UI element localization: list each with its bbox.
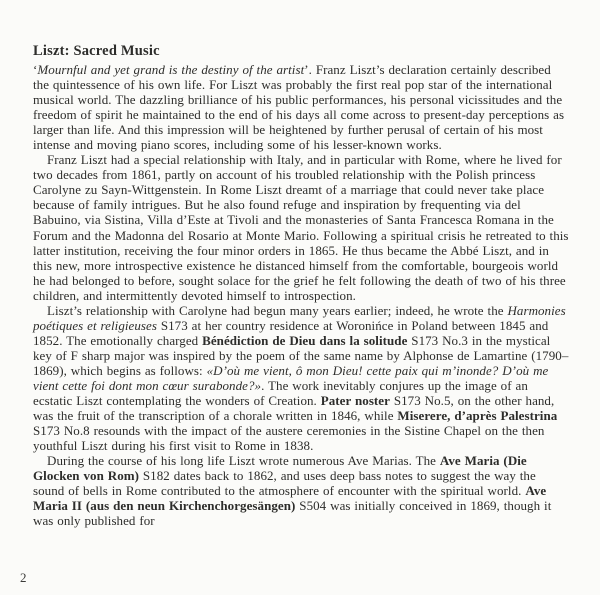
- text-run: Franz Liszt had a special relationship with Italy, and in particular with Rome, where he lived for two decades from 1861, partly on account of his troubled relationship with the Polish princess Carolyne zu Sayn-Wittgenstein. In Rome Liszt dreamt of a marriage that could never take place because of family intrigues. But he also found refuge and inspiration by frequenting via del Babuino, via Sistina, Villa d’Este at Tivoli and the monasteries of Santa Francesca Romana in the Forum and the Madonna del Rosario at Monte Mario. Following a spiritual crisis he retreated to this latter institution, receiving the four minor orders in 1865. He thus became the Abbé Liszt, and in this new, more introspective existence he distanced himself from the comfortable, bourgeois world he had belonged to before, sought solace for the grief he felt following the death of two of his three children, and intermittently devoted himself to introspection.: [33, 152, 569, 303]
- paragraph: [33, 453, 570, 528]
- text-run: S504 was initially conceived in 1869, though it was only published for: [33, 498, 552, 529]
- text-run: S173 No.8 resounds with the impact of the austere ceremonies in the Sistine Chapel on the then youthful Liszt during his first visit to Rome in 1838.: [33, 423, 545, 454]
- text-run: S173 at her country residence at Woronińce in Poland between 1845 and 1852. The emotionally charged: [33, 317, 549, 348]
- text-run: S173 No.5, on the other hand, was the fruit of the transcription of a chorale written in 1846, while: [33, 393, 555, 424]
- bold-run: Ave Maria (Die Glocken von Rom): [33, 453, 527, 484]
- bold-run: Miserere, d’après Palestrina: [397, 408, 558, 424]
- paragraph: [33, 303, 570, 453]
- bold-run: Ave Maria II (aus den neun Kirchenchorgesängen): [33, 483, 547, 514]
- paragraph: [33, 62, 570, 152]
- italic-run: «D’où me vient, ô mon Dieu! cette paix qui m’inonde? D’où me vient cette foi dont mon cœur surabonde?»: [33, 362, 549, 393]
- page-number: 2: [20, 570, 27, 585]
- text-run: During the course of his long life Liszt wrote numerous Ave Marias. The: [47, 453, 440, 469]
- text-run: . The work inevitably conjures up the image of an ecstatic Liszt contemplating the wonders of Creation.: [33, 377, 528, 409]
- text-run: S173 No.3 in the mystical key of F sharp major was inspired by the poem of the same name by Alphonse de Lamartine (1790–1869), which begins as follows:: [33, 332, 569, 378]
- text-run: ’. Franz Liszt’s declaration certainly described the quintessence of his own life. For Liszt was probably the first real pop star of the international musical world. The dazzling brilliance of his public performances, his personal vicissitudes and the freedom of spirit he maintained to the end of his days all come across to present-day perceptions as larger than life. And this impression will be heightened by further perusal of certain of his most intense and moving piano scores, including some of his lesser-known works.: [33, 62, 565, 153]
- text-run: S182 dates back to 1862, and uses deep bass notes to suggest the way the sound of bells in Rome contributed to the atmosphere of encounter with the spiritual world.: [33, 468, 536, 499]
- italic-run: Harmonies poétiques et religieuses: [33, 302, 566, 333]
- bold-run: Pater noster: [320, 393, 390, 409]
- paragraph: [33, 152, 570, 302]
- bold-run: Bénédiction de Dieu dans la solitude: [202, 332, 408, 348]
- italic-run: Mournful and yet grand is the destiny of the artist: [37, 62, 305, 77]
- article-body: [33, 62, 570, 528]
- page-title: Liszt: Sacred Music: [33, 43, 160, 59]
- text-run: ‘: [33, 62, 38, 77]
- text-run: Liszt’s relationship with Carolyne had begun many years earlier; indeed, he wrote the: [47, 302, 508, 318]
